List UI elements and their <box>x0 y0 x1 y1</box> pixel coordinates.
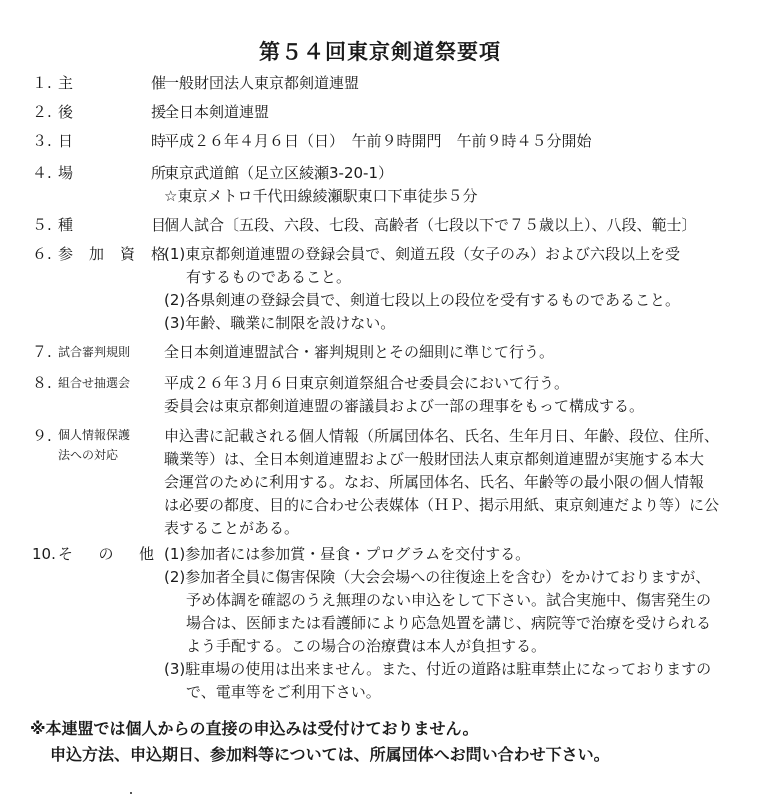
content-line: 予め体調を確認のうえ無理のない申込をして下さい。試合実施中、傷害発生の <box>186 591 712 609</box>
item-number: 10. <box>32 545 56 563</box>
content-line: 一般財団法人東京都剣道連盟 <box>164 74 360 92</box>
notice-line: 申込方法、申込期日、参加料等については、所属団体へお問い合わせ下さい。 <box>50 745 610 764</box>
content-line: (2)参加者全員に傷害保険（大会会場への往復途上を含む）をかけておりますが、 <box>164 568 711 586</box>
content-line: 個人試合〔五段、六段、七段、高齢者（七段以下で７５歳以上）、八段、範士〕 <box>164 216 697 234</box>
label-line: 個人情報保護 <box>58 428 131 442</box>
label-char: 催 <box>150 74 166 92</box>
item-label <box>58 543 154 566</box>
document-title: 第５４回東京剣道祭要項 <box>259 40 501 64</box>
item-number: ８. <box>32 374 52 392</box>
item-label <box>58 72 166 95</box>
content-line: 平成２６年３月６日東京剣道祭組合せ委員会において行う。 <box>164 374 570 392</box>
item-number: ９. <box>32 427 52 445</box>
label-char: そ <box>58 545 74 563</box>
label-line: 法への対応 <box>58 448 119 462</box>
item-label <box>58 101 166 124</box>
content-line: 委員会は東京都剣道連盟の審議員および一部の理事をもって構成する。 <box>164 397 645 415</box>
label-char: 主 <box>58 74 74 92</box>
content-line: 全日本剣道連盟 <box>164 103 270 121</box>
scan-speck <box>130 792 132 794</box>
item-label: 組合せ抽選会 <box>58 376 131 390</box>
item-number: ５. <box>32 216 52 234</box>
item-content <box>164 372 754 418</box>
content-line: ☆東京メトロ千代田線綾瀬駅東口下車徒歩５分 <box>164 187 478 205</box>
item-content <box>164 543 754 704</box>
item-label <box>58 214 166 237</box>
item-content <box>164 101 754 124</box>
item-label: 試合審判規則 <box>58 345 131 359</box>
content-line: (1)参加者には参加賞・昼食・プログラムを交付する。 <box>164 545 531 563</box>
label-char: 加 <box>88 245 104 263</box>
item-number: ６. <box>32 245 52 263</box>
label-char: 格 <box>150 245 166 263</box>
item-number: １. <box>32 74 52 92</box>
notice-block <box>30 716 750 768</box>
label-char: 場 <box>58 164 74 182</box>
content-line: (3)駐車場の使用は出来ません。また、付近の道路は駐車禁止になっておりますの <box>164 660 712 678</box>
label-char: 後 <box>58 103 74 121</box>
content-line: よう手配する。この場合の治療費は本人が負担する。 <box>186 637 547 655</box>
label-char: 所 <box>150 164 166 182</box>
item-label <box>58 425 166 465</box>
item-content <box>164 243 754 335</box>
label-char: の <box>98 545 114 563</box>
content-line: 有するものであること。 <box>186 268 352 286</box>
content-line: 申込書に記載される個人情報（所属団体名、氏名、生年月日、年齢、段位、住所、 <box>164 427 720 445</box>
label-char: 時 <box>150 132 166 150</box>
content-line: 会運営のために利用する。なお、所属団体名、氏名、年齢等の最小限の個人情報 <box>164 473 705 491</box>
label-char: 日 <box>58 132 74 150</box>
content-line: (3)年齢、職業に制限を設けない。 <box>164 314 396 332</box>
label-char: 援 <box>150 103 166 121</box>
item-content <box>164 130 754 153</box>
content-line: は必要の都度、目的に合わせ公表媒体（ＨＰ、掲示用紙、東京剣連だより等）に公 <box>164 496 720 514</box>
content-line: 平成２６年４月６日（日） 午前９時開門 午前９時４５分開始 <box>164 132 592 150</box>
content-line: (2)各県剣連の登録会員で、剣道七段以上の段位を受有するものであること。 <box>164 291 680 309</box>
item-content <box>164 162 754 208</box>
item-label <box>58 130 166 153</box>
label-char: 目 <box>150 216 166 234</box>
item-label <box>58 243 166 266</box>
item-content <box>164 425 754 540</box>
item-content <box>164 214 754 237</box>
item-number: ４. <box>32 164 52 182</box>
label-char: 種 <box>58 216 74 234</box>
content-line: 全日本剣道連盟試合・審判規則とその細則に準じて行う。 <box>164 343 555 361</box>
notice-line: ※本連盟では個人からの直接の申込みは受付けておりません。 <box>30 719 479 738</box>
item-label <box>58 162 166 185</box>
content-line: 東京武道館（足立区綾瀬3-20-1） <box>164 164 394 182</box>
label-char: 資 <box>119 245 135 263</box>
item-number: ７. <box>32 343 52 361</box>
content-line: (1)東京都剣道連盟の登録会員で、剣道五段（女子のみ）および六段以上を受 <box>164 245 680 263</box>
content-line: 表することがある。 <box>164 519 300 537</box>
label-char: 参 <box>58 245 74 263</box>
label-char: 他 <box>138 545 154 563</box>
item-number: ３. <box>32 132 52 150</box>
item-number: ２. <box>32 103 52 121</box>
item-content <box>164 72 754 95</box>
content-line: で、電車等をご利用下さい。 <box>186 683 381 701</box>
content-line: 職業等）は、全日本剣道連盟および一般財団法人東京都剣道連盟が実施する本大 <box>164 450 705 468</box>
item-content <box>164 341 754 364</box>
content-line: 場合は、医師または看護師により応急処置を講じ、病院等で治療を受けられる <box>186 614 712 632</box>
